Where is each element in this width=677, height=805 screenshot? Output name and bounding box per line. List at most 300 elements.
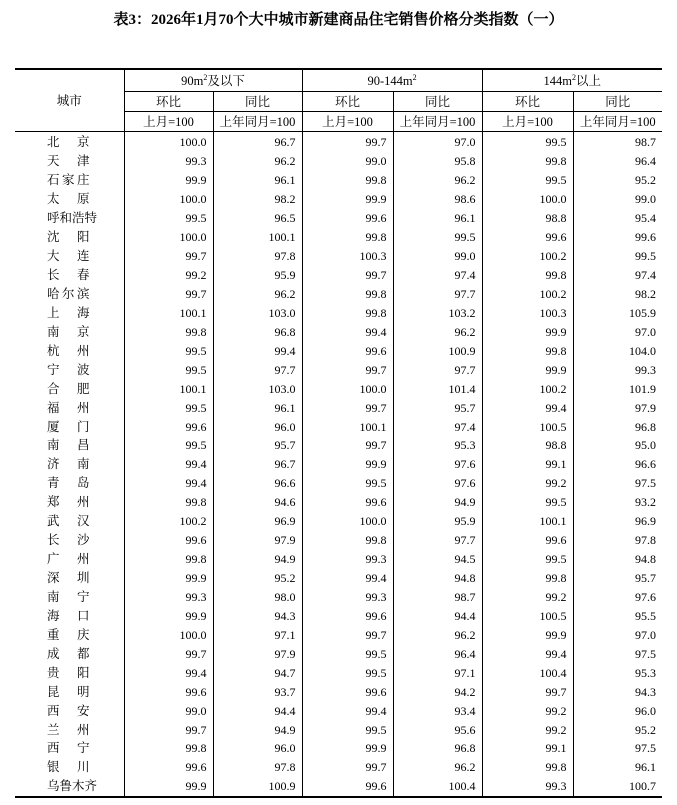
city-cell [15, 625, 124, 644]
city-name: 青岛 [47, 476, 108, 491]
city-name: 厦门 [47, 419, 108, 434]
table-row [15, 531, 662, 550]
yoy-base-header: 上年同月=100 [213, 112, 302, 132]
value-cell: 98.2 [573, 285, 662, 304]
value-cell: 103.0 [213, 379, 302, 398]
value-cell: 94.3 [573, 682, 662, 701]
value-cell: 101.4 [393, 379, 482, 398]
value-cell: 99.2 [482, 588, 573, 607]
value-cell: 100.2 [482, 285, 573, 304]
value-cell: 99.9 [302, 190, 393, 209]
value-cell: 99.6 [302, 493, 393, 512]
city-name: 成都 [47, 646, 108, 661]
value-cell: 99.5 [573, 247, 662, 266]
value-cell: 97.7 [213, 360, 302, 379]
value-cell: 99.5 [124, 436, 213, 455]
value-cell: 93.7 [213, 682, 302, 701]
value-cell: 97.0 [573, 625, 662, 644]
value-cell: 99.8 [302, 171, 393, 190]
value-cell: 96.5 [213, 209, 302, 228]
value-cell: 99.8 [482, 266, 573, 285]
value-cell: 99.5 [482, 132, 573, 152]
value-cell: 96.8 [393, 739, 482, 758]
value-cell: 99.9 [302, 455, 393, 474]
value-cell: 100.0 [124, 190, 213, 209]
city-cell [15, 720, 124, 739]
value-cell: 99.4 [482, 398, 573, 417]
value-cell: 97.4 [393, 417, 482, 436]
city-cell [15, 398, 124, 417]
value-cell: 95.2 [213, 569, 302, 588]
value-cell: 97.7 [393, 531, 482, 550]
value-cell: 99.9 [124, 171, 213, 190]
city-header: 城市 [15, 69, 124, 132]
value-cell: 96.2 [393, 758, 482, 777]
value-cell: 99.8 [302, 303, 393, 322]
value-cell: 99.6 [482, 531, 573, 550]
table-row [15, 682, 662, 701]
city-name: 上海 [47, 305, 108, 320]
city-cell [15, 550, 124, 569]
value-cell: 96.2 [393, 171, 482, 190]
value-cell: 99.2 [482, 720, 573, 739]
city-cell [15, 701, 124, 720]
value-cell: 99.6 [124, 417, 213, 436]
city-name: 重庆 [47, 627, 108, 642]
value-cell: 97.8 [573, 531, 662, 550]
city-cell [15, 493, 124, 512]
table-row [15, 247, 662, 266]
table-row [15, 512, 662, 531]
city-cell [15, 190, 124, 209]
city-cell [15, 322, 124, 341]
value-cell: 96.0 [213, 417, 302, 436]
yoy-header: 同比 [393, 92, 482, 112]
table-row [15, 701, 662, 720]
city-name: 南京 [47, 324, 108, 339]
value-cell: 99.1 [482, 455, 573, 474]
value-cell: 99.6 [573, 228, 662, 247]
value-cell: 96.9 [213, 512, 302, 531]
value-cell: 96.8 [573, 417, 662, 436]
value-cell: 97.6 [573, 588, 662, 607]
city-cell [15, 379, 124, 398]
city-name: 哈尔滨 [47, 286, 93, 301]
city-name: 长春 [47, 268, 108, 283]
value-cell: 99.4 [482, 644, 573, 663]
value-cell: 94.9 [213, 720, 302, 739]
value-cell: 99.1 [482, 739, 573, 758]
yoy-header: 同比 [573, 92, 662, 112]
value-cell: 99.3 [482, 777, 573, 797]
yoy-header: 同比 [213, 92, 302, 112]
value-cell: 97.9 [213, 531, 302, 550]
value-cell: 98.2 [213, 190, 302, 209]
value-cell: 99.8 [124, 550, 213, 569]
value-cell: 100.2 [482, 247, 573, 266]
mom-base-header: 上月=100 [482, 112, 573, 132]
value-cell: 98.8 [482, 209, 573, 228]
value-cell: 97.0 [393, 132, 482, 152]
city-name: 南昌 [47, 438, 108, 453]
value-cell: 94.2 [393, 682, 482, 701]
value-cell: 100.9 [393, 341, 482, 360]
value-cell: 99.5 [393, 228, 482, 247]
value-cell: 93.2 [573, 493, 662, 512]
city-cell [15, 285, 124, 304]
value-cell: 100.4 [482, 663, 573, 682]
value-cell: 99.2 [482, 474, 573, 493]
value-cell: 96.1 [213, 398, 302, 417]
value-cell: 100.0 [302, 512, 393, 531]
value-cell: 94.6 [213, 493, 302, 512]
value-cell: 99.0 [124, 701, 213, 720]
value-cell: 94.7 [213, 663, 302, 682]
value-cell: 97.8 [213, 247, 302, 266]
value-cell: 99.9 [482, 625, 573, 644]
value-cell: 96.2 [393, 625, 482, 644]
value-cell: 99.9 [482, 360, 573, 379]
city-cell [15, 663, 124, 682]
table-row [15, 625, 662, 644]
table-row [15, 190, 662, 209]
value-cell: 99.7 [124, 720, 213, 739]
value-cell: 99.9 [124, 777, 213, 797]
city-name: 昆明 [47, 684, 108, 699]
value-cell: 100.9 [213, 777, 302, 797]
value-cell: 99.9 [302, 739, 393, 758]
city-cell [15, 777, 124, 797]
value-cell: 97.7 [393, 360, 482, 379]
value-cell: 99.6 [124, 682, 213, 701]
mom-header: 环比 [482, 92, 573, 112]
value-cell: 99.4 [124, 455, 213, 474]
value-cell: 95.7 [213, 436, 302, 455]
value-cell: 99.4 [124, 474, 213, 493]
value-cell: 100.1 [302, 417, 393, 436]
value-cell: 96.0 [573, 701, 662, 720]
city-cell [15, 644, 124, 663]
value-cell: 99.5 [302, 663, 393, 682]
value-cell: 104.0 [573, 341, 662, 360]
value-cell: 97.7 [393, 285, 482, 304]
value-cell: 94.9 [213, 550, 302, 569]
value-cell: 103.0 [213, 303, 302, 322]
value-cell: 94.4 [213, 701, 302, 720]
value-cell: 100.5 [482, 606, 573, 625]
value-cell: 99.5 [124, 341, 213, 360]
value-cell: 99.7 [302, 132, 393, 152]
city-name: 大连 [47, 249, 108, 264]
value-cell: 99.6 [482, 228, 573, 247]
value-cell: 97.6 [393, 474, 482, 493]
value-cell: 97.8 [213, 758, 302, 777]
city-name: 海口 [47, 608, 108, 623]
value-cell: 95.2 [573, 171, 662, 190]
value-cell: 96.1 [573, 758, 662, 777]
value-cell: 99.7 [302, 436, 393, 455]
city-cell [15, 152, 124, 171]
city-name: 沈阳 [47, 230, 108, 245]
mom-base-header: 上月=100 [124, 112, 213, 132]
value-cell: 99.7 [482, 682, 573, 701]
city-cell [15, 531, 124, 550]
value-cell: 99.7 [302, 360, 393, 379]
city-name: 福州 [47, 400, 108, 415]
table-row [15, 739, 662, 758]
table-row [15, 341, 662, 360]
value-cell: 95.9 [213, 266, 302, 285]
value-cell: 100.0 [124, 625, 213, 644]
value-cell: 97.5 [573, 644, 662, 663]
value-cell: 99.0 [302, 152, 393, 171]
table-row [15, 379, 662, 398]
value-cell: 100.0 [302, 379, 393, 398]
table-row [15, 152, 662, 171]
value-cell: 94.9 [393, 493, 482, 512]
table-row [15, 322, 662, 341]
city-cell [15, 247, 124, 266]
city-cell [15, 228, 124, 247]
city-name: 深圳 [47, 571, 108, 586]
value-cell: 99.8 [124, 493, 213, 512]
table-row [15, 398, 662, 417]
table-row [15, 758, 662, 777]
value-cell: 95.6 [393, 720, 482, 739]
table-row [15, 436, 662, 455]
value-cell: 96.6 [573, 455, 662, 474]
value-cell: 99.3 [124, 152, 213, 171]
city-name: 广州 [47, 552, 108, 567]
value-cell: 99.3 [302, 550, 393, 569]
city-name: 宁波 [47, 362, 108, 377]
city-cell [15, 474, 124, 493]
value-cell: 100.5 [482, 417, 573, 436]
value-cell: 99.6 [124, 531, 213, 550]
value-cell: 99.6 [302, 682, 393, 701]
city-name: 郑州 [47, 495, 108, 510]
value-cell: 100.1 [482, 512, 573, 531]
value-cell: 96.4 [393, 644, 482, 663]
value-cell: 99.8 [482, 569, 573, 588]
value-cell: 94.5 [393, 550, 482, 569]
value-cell: 96.2 [393, 322, 482, 341]
value-cell: 99.4 [213, 341, 302, 360]
value-cell: 99.7 [302, 266, 393, 285]
value-cell: 99.7 [124, 247, 213, 266]
value-cell: 97.9 [573, 398, 662, 417]
value-cell: 96.4 [573, 152, 662, 171]
yoy-base-header: 上年同月=100 [393, 112, 482, 132]
city-cell [15, 341, 124, 360]
table-title: 表3：2026年1月70个大中城市新建商品住宅销售价格分类指数（一） [113, 12, 564, 28]
city-cell [15, 209, 124, 228]
value-cell: 99.5 [482, 171, 573, 190]
value-cell: 99.0 [393, 247, 482, 266]
value-cell: 99.5 [302, 720, 393, 739]
value-cell: 96.6 [213, 474, 302, 493]
city-cell [15, 436, 124, 455]
value-cell: 99.4 [302, 701, 393, 720]
table-body [15, 132, 662, 797]
table-row [15, 644, 662, 663]
value-cell: 100.4 [393, 777, 482, 797]
value-cell: 99.8 [124, 739, 213, 758]
city-name: 北京 [47, 135, 108, 150]
header-row-groups [15, 69, 662, 92]
city-cell [15, 266, 124, 285]
table-row [15, 228, 662, 247]
city-cell [15, 606, 124, 625]
value-cell: 99.7 [302, 758, 393, 777]
value-cell: 96.7 [213, 455, 302, 474]
table-row [15, 720, 662, 739]
table-row [15, 171, 662, 190]
price-index-table [15, 68, 662, 798]
value-cell: 95.0 [573, 436, 662, 455]
table-row [15, 455, 662, 474]
value-cell: 99.4 [124, 663, 213, 682]
value-cell: 96.2 [213, 285, 302, 304]
value-cell: 99.5 [482, 493, 573, 512]
value-cell: 95.4 [573, 209, 662, 228]
value-cell: 95.3 [573, 663, 662, 682]
table-row [15, 360, 662, 379]
value-cell: 97.1 [393, 663, 482, 682]
value-cell: 100.1 [124, 303, 213, 322]
city-cell [15, 588, 124, 607]
table-row [15, 777, 662, 797]
city-name: 太原 [47, 192, 108, 207]
table-row [15, 474, 662, 493]
value-cell: 99.5 [302, 644, 393, 663]
value-cell: 95.3 [393, 436, 482, 455]
value-cell: 99.8 [124, 322, 213, 341]
value-cell: 96.2 [213, 152, 302, 171]
table-row [15, 266, 662, 285]
value-cell: 99.5 [482, 550, 573, 569]
value-cell: 99.5 [302, 474, 393, 493]
value-cell: 96.1 [393, 209, 482, 228]
value-cell: 97.5 [573, 739, 662, 758]
city-name: 石家庄 [47, 173, 93, 188]
value-cell: 98.7 [573, 132, 662, 152]
value-cell: 100.0 [124, 132, 213, 152]
value-cell: 99.6 [302, 777, 393, 797]
value-cell: 100.3 [302, 247, 393, 266]
value-cell: 99.8 [302, 228, 393, 247]
value-cell: 94.3 [213, 606, 302, 625]
city-name: 长沙 [47, 533, 108, 548]
mom-base-header: 上月=100 [302, 112, 393, 132]
value-cell: 94.4 [393, 606, 482, 625]
value-cell: 99.7 [302, 625, 393, 644]
value-cell: 95.7 [393, 398, 482, 417]
value-cell: 100.0 [124, 228, 213, 247]
value-cell: 99.3 [573, 360, 662, 379]
value-cell: 99.2 [124, 266, 213, 285]
value-cell: 97.9 [213, 644, 302, 663]
value-cell: 93.4 [393, 701, 482, 720]
city-name: 兰州 [47, 722, 108, 737]
city-cell [15, 512, 124, 531]
value-cell: 98.6 [393, 190, 482, 209]
value-cell: 99.5 [124, 360, 213, 379]
city-cell [15, 739, 124, 758]
value-cell: 100.3 [482, 303, 573, 322]
value-cell: 98.0 [213, 588, 302, 607]
value-cell: 97.6 [393, 455, 482, 474]
city-name: 合肥 [47, 381, 108, 396]
city-cell [15, 569, 124, 588]
value-cell: 95.8 [393, 152, 482, 171]
value-cell: 99.8 [302, 285, 393, 304]
value-cell: 95.9 [393, 512, 482, 531]
value-cell: 100.0 [482, 190, 573, 209]
value-cell: 94.8 [393, 569, 482, 588]
value-cell: 96.7 [213, 132, 302, 152]
value-cell: 97.4 [393, 266, 482, 285]
value-cell: 98.7 [393, 588, 482, 607]
value-cell: 100.7 [573, 777, 662, 797]
city-name: 武汉 [47, 514, 108, 529]
value-cell: 100.2 [482, 379, 573, 398]
city-cell [15, 758, 124, 777]
value-cell: 99.9 [124, 569, 213, 588]
city-name: 杭州 [47, 343, 108, 358]
value-cell: 100.1 [124, 379, 213, 398]
value-cell: 99.8 [482, 341, 573, 360]
value-cell: 99.2 [482, 701, 573, 720]
yoy-base-header: 上年同月=100 [573, 112, 662, 132]
table-row [15, 132, 662, 152]
mom-header: 环比 [302, 92, 393, 112]
value-cell: 97.4 [573, 266, 662, 285]
value-cell: 96.8 [213, 322, 302, 341]
value-cell: 99.6 [124, 758, 213, 777]
table-row [15, 550, 662, 569]
value-cell: 99.4 [302, 569, 393, 588]
value-cell: 99.7 [124, 644, 213, 663]
value-cell: 94.8 [573, 550, 662, 569]
city-cell [15, 417, 124, 436]
city-name: 贵阳 [47, 665, 108, 680]
city-cell [15, 360, 124, 379]
city-cell [15, 171, 124, 190]
value-cell: 99.3 [124, 588, 213, 607]
city-name: 乌鲁木齐 [47, 779, 98, 794]
city-cell [15, 682, 124, 701]
value-cell: 98.8 [482, 436, 573, 455]
group-header-small: $90m^2$及以下 [124, 69, 302, 92]
group-header-medium: $90-144m^2$ [302, 69, 482, 92]
city-name: 呼和浩特 [47, 211, 98, 226]
value-cell: 99.8 [302, 531, 393, 550]
value-cell: 99.9 [124, 606, 213, 625]
city-name: 济南 [47, 457, 108, 472]
value-cell: 101.9 [573, 379, 662, 398]
value-cell: 100.1 [213, 228, 302, 247]
table-row [15, 417, 662, 436]
table-row [15, 569, 662, 588]
value-cell: 99.4 [302, 322, 393, 341]
value-cell: 97.1 [213, 625, 302, 644]
table-row [15, 493, 662, 512]
city-name: 南宁 [47, 589, 108, 604]
table-row [15, 606, 662, 625]
value-cell: 99.6 [302, 341, 393, 360]
city-name: 西宁 [47, 741, 108, 756]
